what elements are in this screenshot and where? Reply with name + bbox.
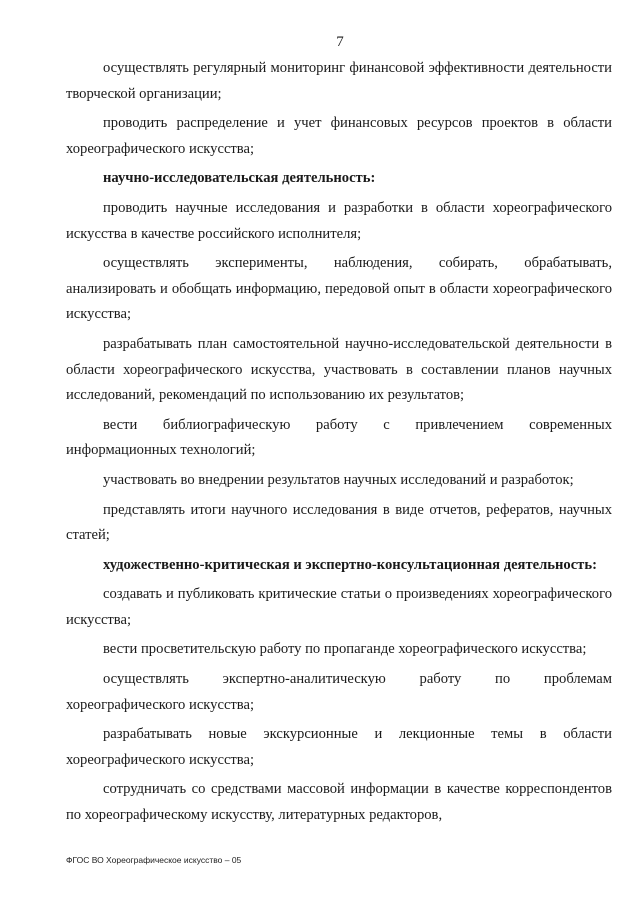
paragraph: осуществлять регулярный мониторинг финансовой эффективности деятельности творческой организации; [66,60,612,102]
page-number: 7 [336,34,344,50]
section-heading: художественно-критическая и экспертно-консультационная деятельность: [103,556,597,573]
paragraph: осуществлять эксперименты, наблюдения, собирать, обрабатывать, анализировать и обобщать информацию, передовой опыт в области хореографического искусства; [66,255,612,323]
paragraph: осуществлять экспертно-аналитическую работу по проблемам хореографического искусства; [66,671,612,713]
paragraph: разрабатывать план самостоятельной научно-исследовательской деятельности в области хореографического искусства, участвовать в составлении планов научных исследований, рекомендаций по использованию их результатов; [66,335,612,404]
page-footer: ФГОС ВО Хореографическое искусство – 05 [66,855,242,865]
paragraph: участвовать во внедрении результатов научных исследований и разработок; [103,471,574,488]
paragraph: сотрудничать со средствами массовой информации в качестве корреспондентов по хореографическому искусству, литературных редакторов, [66,781,612,824]
paragraph: проводить распределение и учет финансовых ресурсов проектов в области хореографического искусства; [66,115,612,157]
paragraph: вести просветительскую работу по пропаганде хореографического искусства; [103,641,587,658]
paragraph: разрабатывать новые экскурсионные и лекционные темы в области хореографического искусства; [66,726,612,768]
paragraph: вести библиографическую работу с привлечением современных информационных технологий; [66,416,612,459]
paragraph: создавать и публиковать критические статьи о произведениях хореографического искусства; [66,586,612,628]
paragraph: представлять итоги научного исследования в виде отчетов, рефератов, научных статей; [66,501,612,544]
document-body [66,56,612,833]
section-heading: научно-исследовательская деятельность: [103,170,376,187]
paragraph: проводить научные исследования и разработки в области хореографического искусства в качестве российского исполнителя; [66,199,612,242]
